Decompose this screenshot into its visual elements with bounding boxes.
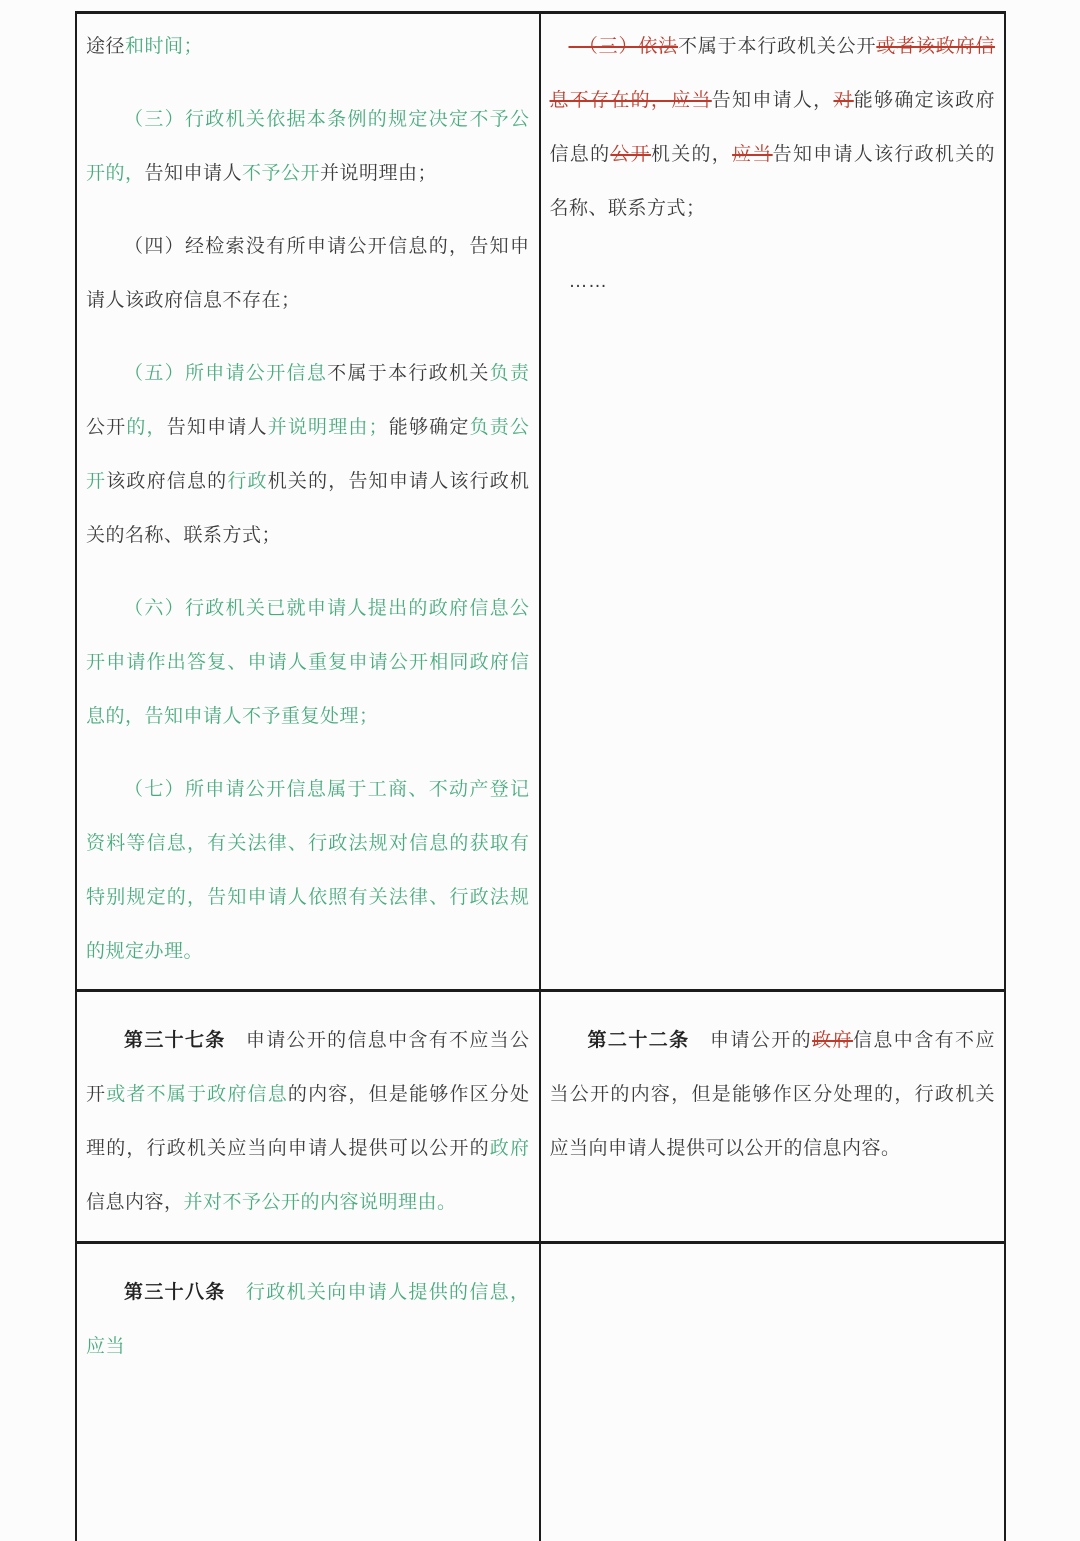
text-segment-normal: 能够确定该政府信息的 — [549, 90, 995, 165]
paragraph — [86, 1266, 530, 1374]
text-segment-article: 第三十八条 — [124, 1282, 226, 1303]
text-segment-article: 第三十七条 — [124, 1030, 226, 1051]
text-segment-added: 政府 — [489, 1138, 530, 1159]
original-text-cell — [541, 1244, 1005, 1541]
text-segment-added: 行政机关向申请人提供的信息，应当 — [86, 1282, 530, 1357]
paragraph — [86, 93, 530, 201]
table-row — [77, 14, 1004, 989]
text-segment-normal: 申请公开的信息中含有不应当公开 — [86, 1030, 530, 1105]
text-segment-added: （六）行政机关已就申请人提出的政府信息公开申请作出答复、申请人重复申请公开相同政府信息的，告知申请人不予重复处理； — [86, 598, 530, 727]
text-segment-added: 和时间； — [125, 36, 204, 57]
text-segment-normal: 机关的， — [650, 144, 733, 165]
text-segment-normal — [226, 1282, 246, 1303]
text-segment-added: 不予公开 — [242, 163, 321, 184]
text-segment-deleted: （三）依法 — [568, 36, 678, 57]
revised-text-cell — [77, 992, 541, 1241]
text-segment-added: 的， — [126, 417, 167, 438]
text-segment-added: 并对不予公开的内容说明理由。 — [183, 1192, 457, 1213]
original-text-cell — [541, 14, 1005, 989]
table-row — [77, 1241, 1004, 1541]
text-segment-added: （七）所申请公开信息属于工商、不动产登记资料等信息，有关法律、行政法规对信息的获取有特别规定的，告知申请人依照有关法律、行政法规的规定办理。 — [86, 779, 530, 962]
text-segment-normal: 信息内容， — [86, 1192, 184, 1213]
paragraph — [86, 347, 530, 563]
paragraph — [86, 1014, 530, 1230]
text-segment-normal: 信息中含有不应当公开的内容，但是能够作区分处理的，行政机关应当向申请人提供可以公开的信息内容。 — [549, 1030, 995, 1159]
text-segment-deleted: 或者该政府信息不存在的，应当 — [549, 36, 995, 111]
text-segment-normal: 不属于本行政机关公开 — [678, 36, 877, 57]
revised-text-cell — [77, 1244, 541, 1541]
paragraph — [86, 582, 530, 744]
text-segment-added: 或者不属于政府信息 — [106, 1084, 288, 1105]
text-segment-normal: 告知申请人 — [166, 417, 268, 438]
paragraph — [550, 1014, 996, 1176]
text-segment-normal: 该政府信息的 — [106, 471, 228, 492]
paragraph — [550, 255, 996, 309]
text-segment-added: 负责 — [489, 363, 530, 384]
text-segment-normal: 申请公开的 — [689, 1030, 813, 1051]
paragraph — [86, 220, 530, 328]
paragraph — [86, 763, 530, 979]
text-segment-added: 行政 — [227, 471, 268, 492]
text-segment-normal: 告知申请人该行政机关的名称、联系方式； — [549, 144, 995, 219]
paragraph — [86, 20, 530, 74]
text-segment-added: （三）行政机关依据本条例的规定决定不予公开的， — [86, 109, 530, 184]
text-segment-normal: 不属于本行政机关 — [327, 363, 490, 384]
text-segment-normal: 并说明理由； — [320, 163, 438, 184]
text-segment-deleted: 对 — [833, 90, 854, 111]
text-segment-normal: 告知申请人， — [711, 90, 834, 111]
text-segment-deleted: 公开 — [610, 144, 651, 165]
text-segment-normal: 机关的，告知申请人该行政机关的名称、联系方式； — [86, 471, 530, 546]
text-segment-normal: 能够确定 — [388, 417, 470, 438]
text-segment-deleted: 政府 — [812, 1030, 853, 1051]
text-segment-normal: （四）经检索没有所申请公开信息的，告知申请人该政府信息不存在； — [86, 236, 530, 311]
text-segment-deleted: 应当 — [732, 144, 773, 165]
text-segment-article: 第二十二条 — [587, 1030, 690, 1051]
text-segment-normal: …… — [568, 271, 608, 292]
revised-text-cell — [77, 14, 541, 989]
paragraph — [550, 20, 996, 236]
text-segment-normal: 途径 — [86, 36, 126, 57]
text-segment-normal: 公开 — [86, 417, 127, 438]
text-segment-added: 并说明理由； — [267, 417, 389, 438]
text-segment-added: （五）所申请公开信息 — [124, 363, 328, 384]
regulation-comparison-table — [75, 11, 1006, 1541]
table-row — [77, 989, 1004, 1241]
text-segment-added: 负责公开 — [86, 417, 530, 492]
text-segment-normal: 的内容，但是能够作区分处理的，行政机关应当向申请人提供可以公开的 — [86, 1084, 530, 1159]
original-text-cell — [541, 992, 1005, 1241]
text-segment-normal: 告知申请人 — [144, 163, 243, 184]
